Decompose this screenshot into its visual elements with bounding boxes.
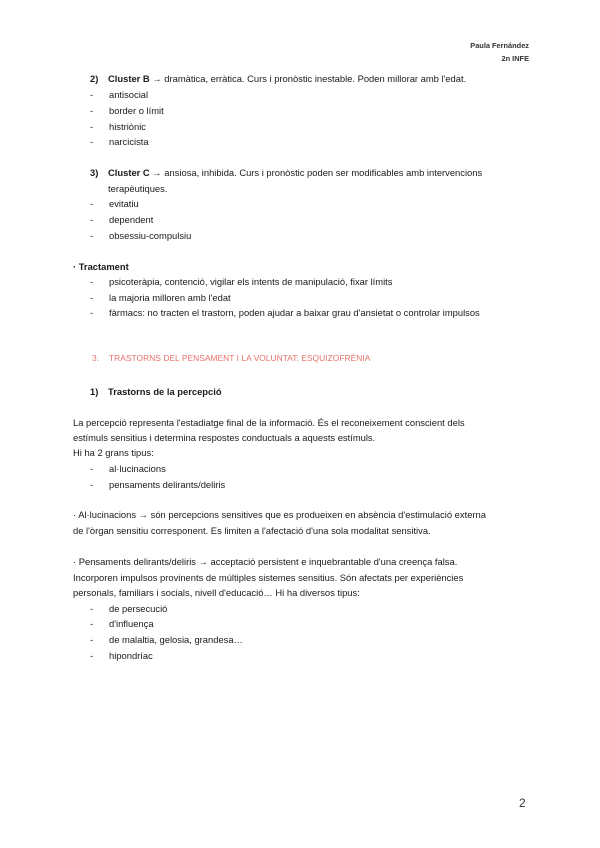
list-item: - psicoteràpia, contenció, vigilar els intents de manipulació, fixar límits <box>90 276 393 287</box>
subsection-title: 1) Trastorns de la percepció <box>90 386 222 397</box>
paragraph-line: La percepció representa l'estadiatge final de la informació. És el reconeixement conscient dels <box>73 417 465 428</box>
list-item: - d'influença <box>90 618 154 629</box>
cluster-b-heading <box>90 73 466 84</box>
list-item: - histriònic <box>90 121 146 132</box>
paragraph-line: de l'òrgan sensitiu corresponent. Es limiten a l'afectació d'una sola modalitat sensitiva. <box>73 525 431 536</box>
page-header <box>470 39 529 65</box>
section-title: 3. TRASTORNS DEL PENSAMENT I LA VOLUNTAT: ESQUIZOFRÈNIA <box>92 353 371 363</box>
cluster-c-number: 3) <box>90 167 99 178</box>
list-item: - border o límit <box>90 105 164 116</box>
paragraph-line: Incorporen impulsos provinents de múltiples sistemes sensitius. Són afectats per experiències <box>73 572 464 583</box>
list-item: - hipondríac <box>90 650 153 661</box>
cluster-c-description: → ansiosa, inhibida. Curs i pronòstic poden ser modificables amb intervencions <box>152 167 483 178</box>
list-item: - la majoria milloren amb l'edat <box>90 292 231 303</box>
list-item: - al·lucinacions <box>90 463 166 474</box>
list-item: - pensaments delirants/deliris <box>90 479 226 490</box>
paragraph-line: · Al·lucinacions → són percepcions sensitives que es produeixen en absència d'estimulació externa <box>73 509 486 520</box>
list-item: - evitatiu <box>90 198 139 209</box>
paragraph-line: Hi ha 2 grans tipus: <box>73 447 154 458</box>
list-item: - de persecució <box>90 603 168 614</box>
cluster-c-heading <box>90 167 482 178</box>
page-number: 2 <box>519 796 526 810</box>
cluster-b-number: 2) <box>90 73 99 84</box>
cluster-b-name: Cluster B <box>108 73 150 84</box>
cluster-c-description-cont: terapèutiques. <box>108 183 168 194</box>
cluster-b-description: → dramàtica, erràtica. Curs i pronòstic inestable. Poden millorar amb l'edat. <box>152 73 467 84</box>
header-course: 2n INFE <box>501 54 529 63</box>
list-item: - dependent <box>90 214 154 225</box>
paragraph-line: estímuls sensitius i determina respostes conductuals a aquests estímuls. <box>73 432 376 443</box>
paragraph-line: personals, familiars i socials, nivell d'educació… Hi ha diversos tipus: <box>73 587 360 598</box>
cluster-c-name: Cluster C <box>108 167 150 178</box>
header-author: Paula Fernández <box>470 41 529 50</box>
paragraph-line: · Pensaments delirants/deliris → acceptació persistent e inquebrantable d'una creença falsa. <box>73 556 458 567</box>
list-item: - de malaltia, gelosia, grandesa… <box>90 634 243 645</box>
list-item: - fàrmacs: no tracten el trastorn, poden ajudar a baixar grau d'ansietat o controlar impulsos <box>90 307 480 318</box>
list-item: - antisocial <box>90 89 149 100</box>
list-item: - obsessiu-compulsiu <box>90 230 192 241</box>
list-item: - narcicista <box>90 136 149 147</box>
tractament-title: · Tractament <box>73 261 129 272</box>
